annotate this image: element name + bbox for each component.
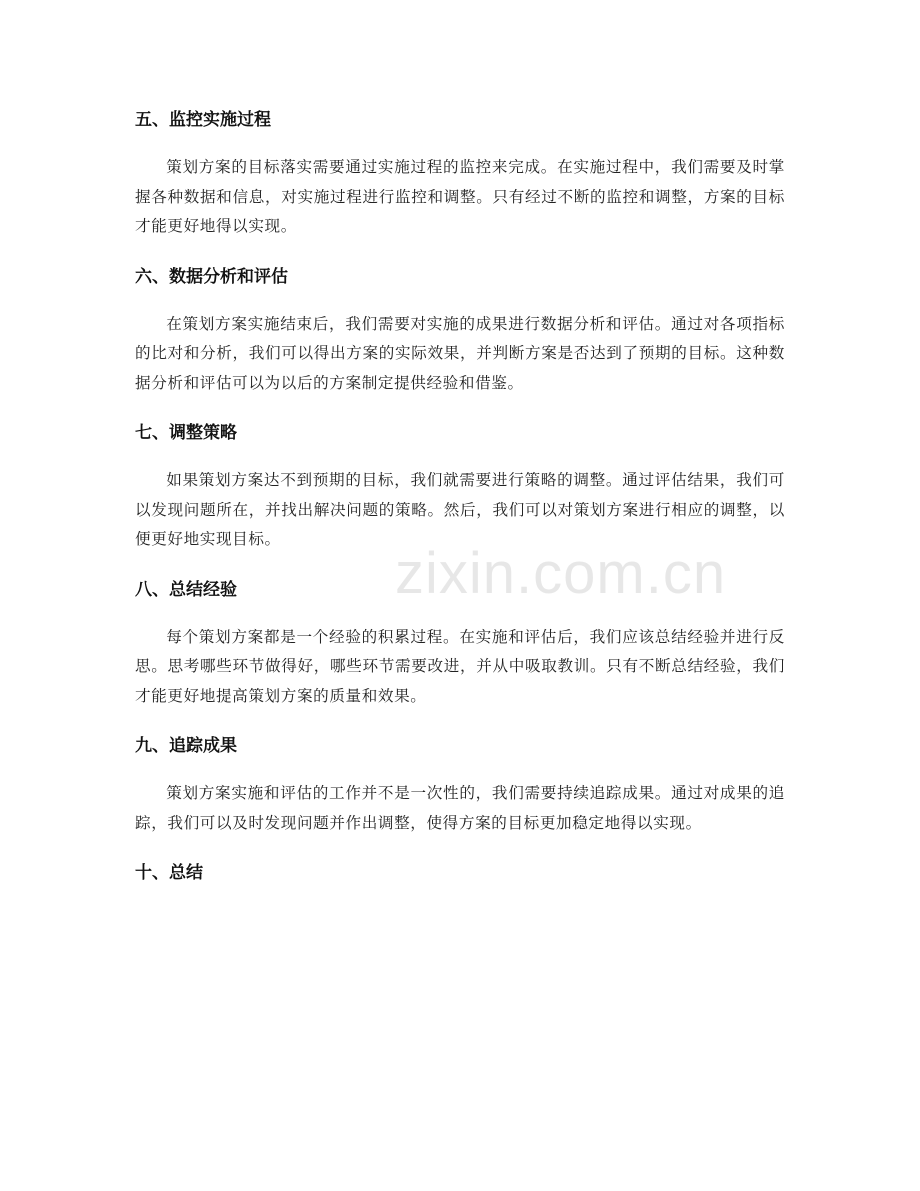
section-data-analysis	[135, 262, 785, 399]
section-paragraph: 在策划方案实施结束后，我们需要对实施的成果进行数据分析和评估。通过对各项指标的比对和分析，我们可以得出方案的实际效果，并判断方案是否达到了预期的目标。这种数据分析和评估可以为以后的方案制定提供经验和借鉴。	[135, 314, 785, 392]
section-paragraph: 策划方案实施和评估的工作并不是一次性的，我们需要持续追踪成果。通过对成果的追踪，我们可以及时发现问题并作出调整，使得方案的目标更加稳定地得以实现。	[135, 784, 785, 832]
section-heading: 十、总结	[135, 863, 203, 883]
section-conclusion	[135, 858, 785, 888]
section-heading: 六、数据分析和评估	[135, 266, 288, 287]
site-watermark: zixin.com.cn	[395, 541, 727, 606]
section-paragraph: 每个策划方案都是一个经验的积累过程。在实施和评估后，我们应该总结经验并进行反思。思考哪些环节做得好，哪些环节需要改进，并从中吸取教训。只有不断总结经验，我们才能更好地提高策划方案的质量和效果。	[135, 627, 785, 705]
section-paragraph: 策划方案的目标落实需要通过实施过程的监控来完成。在实施过程中，我们需要及时掌握各种数据和信息，对实施过程进行监控和调整。只有经过不断的监控和调整，方案的目标才能更好地得以实现。	[135, 158, 785, 235]
section-heading: 七、调整策略	[135, 423, 237, 443]
section-heading: 五、监控实施过程	[135, 110, 271, 130]
section-summarize-experience	[135, 575, 785, 712]
section-paragraph: 如果策划方案达不到预期的目标，我们就需要进行策略的调整。通过评估结果，我们可以发现问题所在，并找出解决问题的策略。然后，我们可以对策划方案进行相应的调整，以便更好地实现目标。	[135, 471, 785, 548]
section-monitor-process	[135, 105, 785, 242]
section-heading: 八、总结经验	[135, 579, 237, 600]
section-track-results	[135, 731, 785, 838]
document-body	[135, 105, 785, 906]
section-heading: 九、追踪成果	[135, 736, 237, 756]
section-adjust-strategy	[135, 418, 785, 555]
